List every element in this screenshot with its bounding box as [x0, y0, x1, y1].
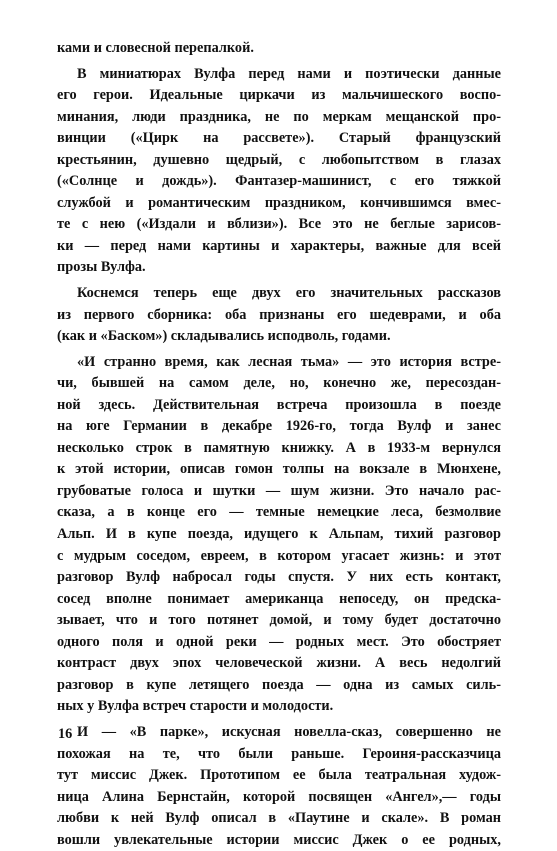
text-line: с мудрым соседом, евреем, в котором угасает жизнь: и этот: [57, 547, 501, 564]
text-line: те с нею («Издали и вблизи»). Все это не беглые зарисов-: [57, 216, 501, 233]
text-line: чи, бывшей на самом деле, но, конечно же, пересоздан-: [57, 375, 501, 392]
text-line: одного поля и одной реки — родных мест. Это обостряет: [57, 633, 501, 650]
text-line: И — «В парке», искусная новелла-сказ, совершенно не: [77, 723, 501, 740]
text-line: на юге Германии в декабре 1926-го, тогда Вулф и занес: [57, 418, 501, 435]
text-line: любви к ней Вулф описал в «Паутине и скале». В роман: [57, 810, 501, 827]
text-line: ной здесь. Действительная встреча произошла в поезде: [57, 396, 501, 413]
text-line: сказа, а в конце его — темные немецкие леса, безмолвие: [57, 504, 501, 521]
text-line: сосед вполне понимает американца непоседу, он предска-: [57, 590, 501, 607]
text-line: контраст двух эпох человеческой жизни. А весь недолгий: [57, 655, 501, 672]
text-line: ница Алина Бернстайн, которой посвящен «Ангел»,— годы: [57, 788, 501, 805]
text-line: прозы Вулфа.: [57, 259, 146, 276]
paragraph: [57, 352, 501, 718]
text-line: В миниатюрах Вулфа перед нами и поэтически данные: [77, 65, 501, 82]
page-number: 16: [58, 726, 73, 742]
text-line: службой и романтическим праздником, кончившимся вмес-: [57, 194, 501, 211]
text-line: несколько строк в памятную книжку. А в 1933-м вернулся: [57, 439, 501, 456]
text-line: похожая на те, что были раньше. Героиня-рассказчица: [57, 745, 501, 762]
text-line: тут миссис Джек. Прототипом ее была театральная худож-: [57, 767, 501, 784]
text-line: разговор в купе летящего поезда — одна из самых силь-: [57, 676, 501, 693]
paragraph: [57, 722, 501, 851]
paragraph: [57, 64, 501, 279]
text-line: из первого сборника: оба признаны его шедеврами, и оба: [57, 306, 501, 323]
paragraph: [57, 38, 501, 60]
text-line: ки — перед нами картины и характеры, важные для всей: [57, 237, 501, 254]
text-line: вошли увлекательные истории миссис Джек о ее родных,: [57, 831, 501, 848]
text-line: его герои. Идеальные циркачи из мальчишеского воспо-: [57, 87, 501, 104]
text-line: грубоватые голоса и шутки — шум жизни. Это начало рас-: [57, 482, 501, 499]
text-line: («Солнце и дождь»). Фантазер-машинист, с его тяжкой: [57, 173, 501, 190]
text-line: минания, люди праздника, не по меркам мещанской про-: [57, 108, 501, 125]
text-line: ных у Вулфа встреч старости и молодости.: [57, 698, 334, 715]
text-line: Альп. И в купе поезда, идущего к Альпам, тихий разговор: [57, 526, 501, 543]
text-line: (как и «Баском») складывались исподволь, годами.: [57, 328, 391, 345]
body-text: [57, 38, 501, 851]
text-line: ками и словесной перепалкой.: [57, 40, 254, 56]
text-line: винции («Цирк на рассвете»). Старый французский: [57, 130, 501, 147]
text-line: к этой истории, описав гомон толпы на вокзале в Мюнхене,: [57, 461, 501, 478]
paragraph: [57, 283, 501, 348]
text-line: «И странно время, как лесная тьма» — это история встре-: [77, 353, 501, 370]
text-line: зывает, что и того потянет домой, и тому будет достаточно: [57, 612, 501, 629]
text-line: крестьянин, душевно щедрый, с любопытством в глазах: [57, 151, 501, 168]
text-line: Коснемся теперь еще двух его значительных рассказов: [77, 285, 501, 302]
text-line: разговор Вулф набросал годы спустя. У них есть контакт,: [57, 569, 501, 586]
